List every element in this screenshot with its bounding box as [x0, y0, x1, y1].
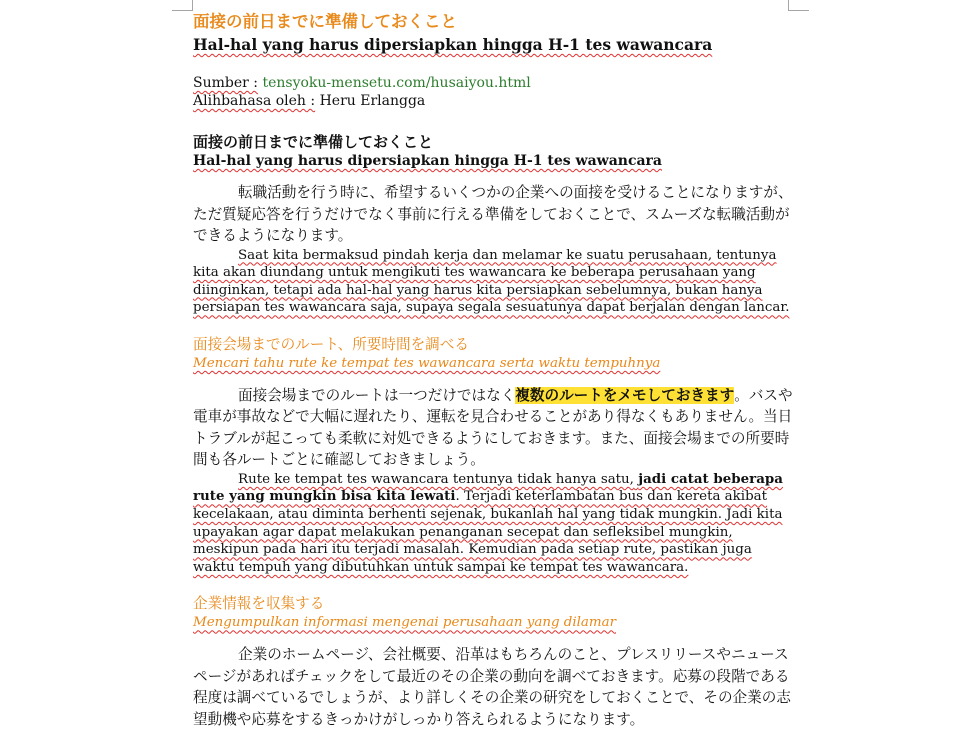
section1-jp-text-end: 。バスや電車が事故などで大幅に遅れたり、運転を見合わせることがあり得なくもありません。当日トラブルが起こっても柔軟に対処できるようにしておきます。また、面接会場までの所要時間も各ルートごとに確認しておきましょう。	[193, 386, 793, 469]
source-line	[193, 74, 793, 92]
document-page	[193, 10, 793, 730]
section1-heading-japanese: 面接会場までのルート、所要時間を調べる	[193, 335, 469, 353]
section2-heading-indonesian: Mengumpulkan informasi mengenai perusahaan yang dilamar	[193, 615, 616, 631]
intro-paragraph-indonesian: Saat kita bermaksud pindah kerja dan melamar ke suatu perusahaan, tentunya kita akan diundang untuk mengikuti tes wawancara ke beberapa perusahaan yang diinginkan, tetapi ada hal-hal yang harus kita persiapkan sebelumnya, bukan hanya persiapan tes wawancara saja, supaya segala sesuatunya dapat berjalan dengan lancar.	[193, 247, 790, 316]
doc-title-japanese: 面接の前日までに準備しておくこと	[193, 12, 457, 31]
subtitle-japanese: 面接の前日までに準備しておくこと	[193, 133, 434, 151]
translator-label: Alihbahasa oleh :	[193, 93, 316, 109]
section1-jp-text-start: 面接会場までのルートは一つだけではなく	[238, 386, 516, 404]
doc-title-indonesian: Hal-hal yang harus dipersiapkan hingga H-1 tes wawancara	[193, 35, 713, 54]
section1-id-text-end: . Terjadi keterlambatan bus dan kereta akibat kecelakaan, atau diminta berhenti sejenak, bukanlah hal yang tidak mungkin. Jadi kita upayakan agar dapat melakukan penanganan secepat dan sefleksibel mungkin, meskipun pada hari itu terjadi masalah. Kemudian pada setiap rute, pastikan juga waktu tempuh yang dibutuhkan untuk sampai ke tempat tes wawancara.	[193, 489, 783, 575]
section1-paragraph-japanese	[193, 385, 793, 471]
section1-heading-indonesian: Mencari tahu rute ke tempat tes wawancara serta waktu tempuhnya	[193, 355, 661, 371]
section1-id-text-start: Rute ke tempat tes wawancara tentunya tidak hanya satu,	[238, 471, 634, 487]
section1-paragraph-indonesian	[193, 471, 793, 577]
page-corner-mark-left	[172, 0, 193, 11]
source-label: Sumber :	[193, 75, 258, 91]
source-url[interactable]: tensyoku-mensetu.com/husaiyou.html	[262, 75, 531, 91]
intro-paragraph-japanese: 転職活動を行う時に、希望するいくつかの企業への面接を受けることになりますが、ただ質疑応答を行うだけでなく事前に行える準備をしておくことで、スムーズな転職活動ができるようになります。	[193, 184, 793, 244]
section2-paragraph-japanese: 企業のホームページ、会社概要、沿革はもちろんのこと、プレスリリースやニュースページがあればチェックをして最近のその企業の動向を調べておきます。応募の段階である程度は調べているでしょうが、より詳しくその企業の研究をしておくことで、その企業の志望動機や応募をするきっかけがしっかり答えられるようになります。	[193, 646, 791, 728]
section2-heading-japanese: 企業情報を収集する	[193, 595, 325, 613]
subtitle-indonesian: Hal-hal yang harus dipersiapkan hingga H-1 tes wawancara	[193, 153, 662, 169]
translator-name: Heru Erlangga	[319, 93, 426, 109]
translator-line	[193, 92, 793, 110]
section1-id-bold-text: jadi catat beberapa rute yang mungkin bisa kita lewati	[193, 470, 783, 505]
highlighted-text: 複数のルートをメモしておきます	[515, 386, 735, 404]
